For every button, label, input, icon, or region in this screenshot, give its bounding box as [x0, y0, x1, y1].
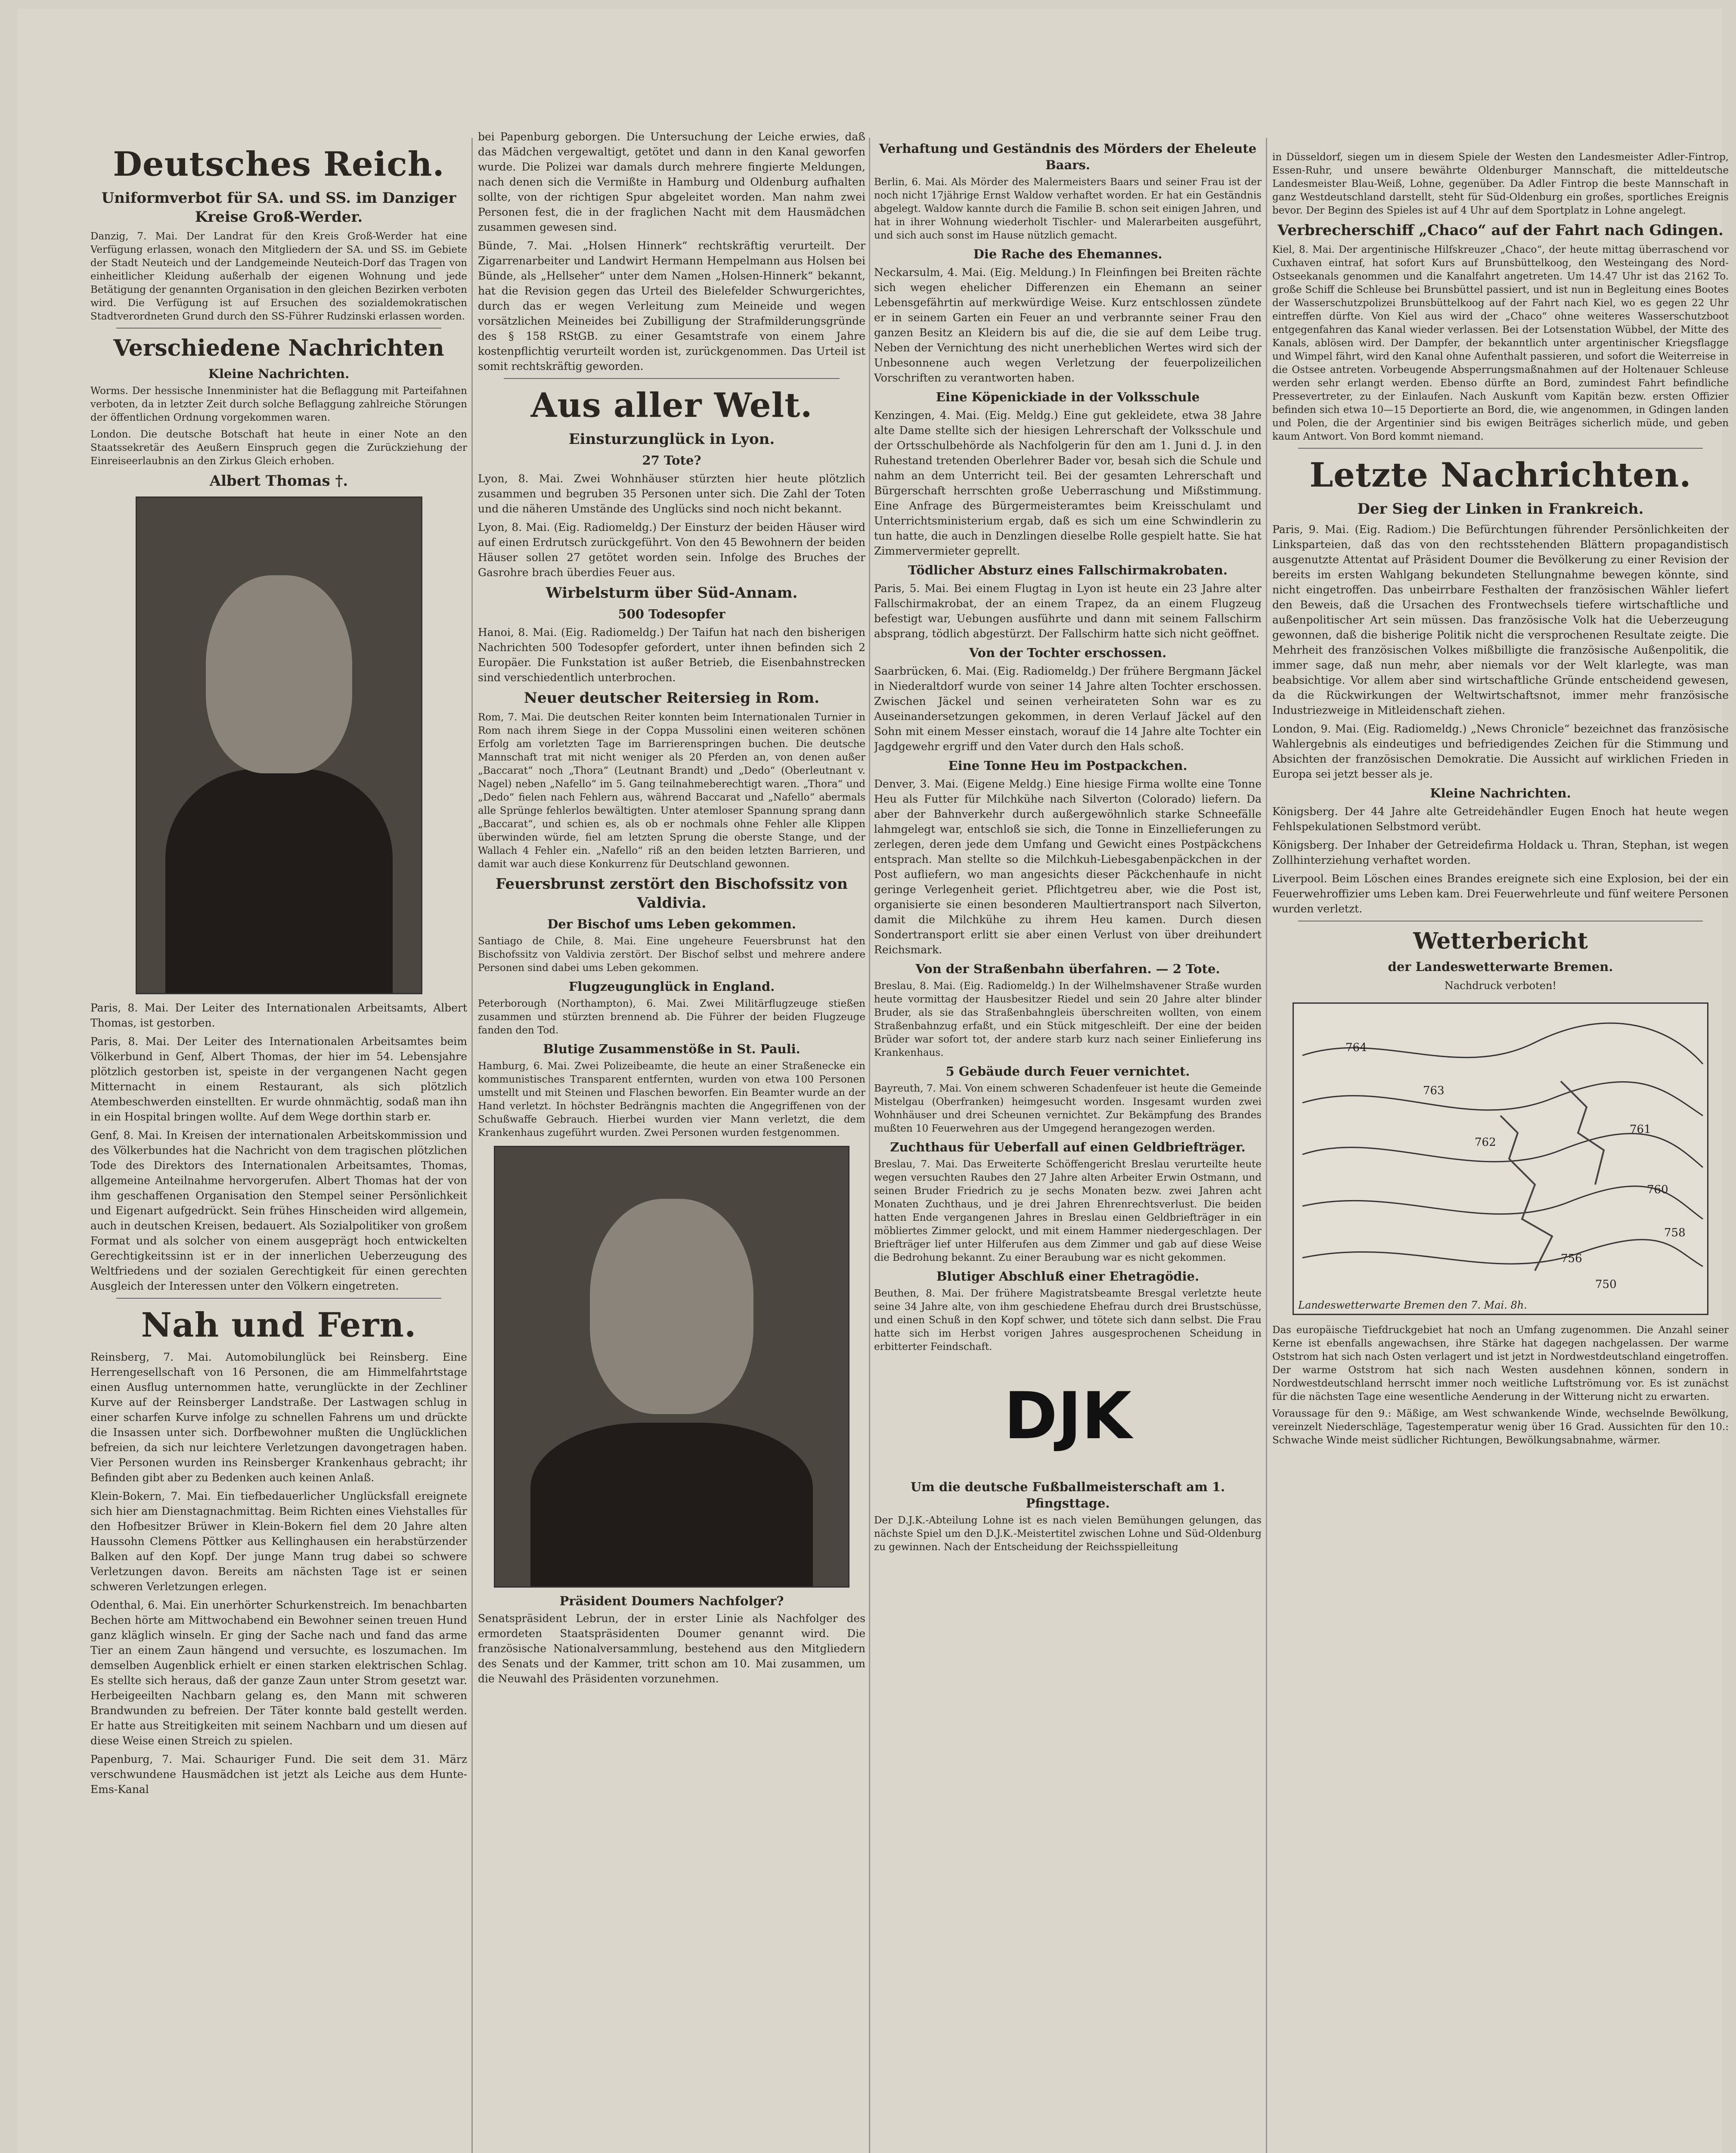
- article-headline: Eine Tonne Heu im Postpackchen.: [948, 758, 1187, 773]
- article-text: Paris, 9. Mai. (Eig. Radiom.) Die Befürchtungen führender Persönlichkeiten der Linksparteien, daß das von den rechtsstehenden Blättern propagandistisch ausgenutzte Attentat auf Präsident Doumer die Bevölkerung zu einer Revision der bereits im ersten Wahlgang bekundeten Stellungnahme bewegen könnte, sind nicht eingetroffen. Das unbeirrbare Festhalten der französischen Wähler liefert den Beweis, daß die Ursachen des Frontwechsels tiefere wirtschaftliche und außenpolitischer Art sein müssen. Das französische Volk hat die Ueberzeugung gewonnen, daß die bisherige Politik nicht die versprochenen Resultate zeigte. Die Mehrheit des französischen Volkes mißbilligte die französische Außenpolitik, die immer sage, daß nun mehr, aber niemals vor der Welt klarlegte, was man beabsichtige. Vor allem aber sind wirtschaftliche Gründe entscheidend gewesen, da die Rückwirkungen der Weltwirtschaftsnot, immer mehr französische Industriezweige in Mitleidenschaft ziehen.: [1272, 523, 1729, 717]
- article-text: Lyon, 8. Mai. Zwei Wohnhäuser stürzten hier heute plötzlich zusammen und begruben 35 Personen unter sich. Die Zahl der Toten und die näheren Umstände des Unglücks sind noch nicht bekannt.: [478, 472, 865, 515]
- isobar-line: [1302, 1240, 1703, 1266]
- article-text: Genf, 8. Mai. In Kreisen der internationalen Arbeitskommission und des Völkerbundes hat die Nachricht von dem tragischen plötzlichen Tode des Direktors des Internationalen Arbeitsamtes, Thomas, allgemeine Anteilnahme hervorgerufen. Albert Thomas hat der von ihm geschaffenen Organisation den Stempel seiner Persönlichkeit und Eigenart aufgedrückt. Sein frühes Hinscheiden wird allgemein, auch in deutschen Kreisen, bedauert. Als Sozialpolitiker von großem Format und als solcher von einem ausgeprägt hoch entwickelten Gerechtigkeitssinn ist er in der innerlichen Ueberzeugung des Weltfriedens und der sozialen Gerechtigkeit für einen gerechten Ausgleich der Interessen unter den Völkern eingetreten.: [90, 1129, 467, 1292]
- article-headline: Feuersbrunst zerstört den Bischofssitz von Valdivia.: [496, 875, 848, 912]
- article-text: in Düsseldorf, siegen um in diesem Spiele der Westen den Landesmeister Adler-Fintrop, Essen-Ruhr, und unsere bewährte Oldenburger Mannschaft, die mitteldeutsche Landesmeister Blau-Weiß, Lohne, gegenüber. Da Adler Fintrop die beste Mannschaft in ganz Westdeutschland darstellt, steht für Süd-Oldenburg ein großes, sportliches Ereignis bevor. Der Beginn des Spieles ist auf 4 Uhr auf dem Sportplatz in Lohne angelegt.: [1272, 152, 1729, 216]
- column-rule: [1266, 138, 1267, 2153]
- article-subheadline: 27 Tote?: [642, 453, 701, 468]
- article-headline: Einsturzunglück in Lyon.: [568, 431, 775, 448]
- article-text: Berlin, 6. Mai. Als Mörder des Malermeisters Baars und seiner Frau ist der noch nicht 17jährige Ernst Waldow verhaftet worden. Er hat ein Geständnis abgelegt. Waldow kannte durch die Familie B. schon seit einigen Jahren, und hat in ihrer Wohnung wiederholt Tischler- und Malerarbeiten ausgeführt, und sich auch sonst im Hause nützlich gemacht.: [874, 177, 1262, 241]
- article-headline: Flugzeugunglück in England.: [568, 979, 775, 994]
- article-text: Königsberg. Der 44 Jahre alte Getreidehändler Eugen Enoch hat heute wegen Fehlspekulationen Selbstmord verübt.: [1272, 805, 1729, 833]
- column-1: [90, 138, 467, 1800]
- isobar-line: [1302, 1186, 1703, 1219]
- column-rule: [471, 138, 473, 2153]
- article-headline: Kleine Nachrichten.: [208, 366, 350, 381]
- article-text: Peterborough (Northampton), 6. Mai. Zwei Militärflugzeuge stießen zusammen und stürzten brennend ab. Die Führer der beiden Flugzeuge fanden den Tod.: [478, 998, 865, 1036]
- weather-note: Nachdruck verboten!: [1444, 980, 1557, 992]
- portrait-photo-lebrun: [494, 1146, 849, 1588]
- section-heading-reich: Deutsches Reich.: [113, 145, 445, 184]
- isobar-label: 756: [1561, 1252, 1582, 1265]
- divider: [116, 328, 441, 329]
- section-heading-nah-fern: Nah und Fern.: [141, 1306, 417, 1345]
- article-headline: Wirbelsturm über Süd-Annam.: [546, 584, 798, 602]
- article-text: Danzig, 7. Mai. Der Landrat für den Kreis Groß-Werder hat eine Verfügung erlassen, wonach den Mitgliedern der SA. und SS. im Gebiete der Stadt Neuteich und der Landgemeinde Neuteich-Dorf das Tragen von einheitlicher Kleidung außerhalb der eigenen Wohnung und jede Betätigung der genannten Organisation in den gleichen Bezirken verboten wird. Die Verfügung ist auf Ersuchen des sozialdemokratischen Stadtverordneten Grund durch den SS-Führer Rudzinski erlassen worden.: [90, 231, 467, 322]
- article-headline: Verbrecherschiff „Chaco“ auf der Fahrt nach Gdingen.: [1277, 222, 1724, 239]
- column-rule: [869, 138, 870, 2153]
- article-text: Hanoi, 8. Mai. (Eig. Radiomeldg.) Der Taifun hat nach den bisherigen Nachrichten 500 Todesopfer gefordert, unter ihnen befinden sich 2 Europäer. Die Funkstation ist außer Betrieb, die Eisenbahnstrecken sind verschiedentlich unterbrochen.: [478, 626, 865, 684]
- isobar-label: 762: [1475, 1136, 1496, 1149]
- isobar-label: 764: [1345, 1041, 1367, 1054]
- article-text: Bayreuth, 7. Mai. Von einem schweren Schadenfeuer ist heute die Gemeinde Mistelgau (Oberfranken) heimgesucht worden. Insgesamt wurden zwei Wohnhäuser und drei Scheunen vernichtet. Zur Bekämpfung des Brandes mußten 10 Feuerwehren aus der Umgegend herangezogen werden.: [874, 1083, 1262, 1134]
- article-text: London, 9. Mai. (Eig. Radiomeldg.) „News Chronicle“ bezeichnet das französische Wahlergebnis als eindeutiges und befriedigendes Zeichen für die Stimmung und Absichten der französischen Demokratie. Die Aussicht auf wirklichen Frieden in Europa sei jetzt besser als je.: [1272, 723, 1729, 780]
- newspaper-page: [17, 9, 1729, 2153]
- portrait-photo-thomas: [136, 496, 422, 994]
- article-text: Neckarsulm, 4. Mai. (Eig. Meldung.) In Fleinfingen bei Breiten rächte sich wegen ehelicher Differenzen ein Ehemann an seiner Lebensgefährtin auf merkwürdige Weise. Kurz entschlossen zündete er in seinem Garten ein Feuer an und verbrannte seiner Frau den ganzen Besitz an Kleidern bis auf die, die sie auf dem Leibe trug. Neben der Vernichtung des nicht unerheblichen Wertes wird sich der Unbesonnene auch wegen Verletzung der feuerpolizeilichen Vorschriften zu verantworten haben.: [874, 266, 1262, 384]
- column-3: [874, 138, 1262, 1557]
- article-headline: Der Sieg der Linken in Frankreich.: [1357, 500, 1644, 518]
- article-text: London. Die deutsche Botschaft hat heute in einer Note an den Staatssekretär des Aeußern Einspruch gegen die Zurückziehung der Einreiseerlaubnis an den Zirkus Gleich erhoben.: [90, 429, 467, 467]
- article-headline: Kleine Nachrichten.: [1430, 786, 1571, 800]
- article-text: Worms. Der hessische Innenminister hat die Beflaggung mit Parteifahnen verboten, da in letzter Zeit durch solche Beflaggung zahlreiche Störungen der öffentlichen Ordnung vorgekommen waren.: [90, 385, 467, 423]
- divider: [116, 1298, 441, 1299]
- weather-map-drawing: [1294, 1004, 1707, 1314]
- isobar-line: [1302, 1133, 1703, 1167]
- isobar-line: [1302, 1082, 1703, 1116]
- article-headline: Uniformverbot für SA. und SS. im Danziger Kreise Groß-Werder.: [101, 189, 456, 226]
- column-4: [1272, 151, 1729, 1451]
- article-text: Paris, 5. Mai. Bei einem Flugtag in Lyon ist heute ein 23 Jahre alter Fallschirmakrobat, der an einem Trapez, da an einem Flugzeug befestigt war, Uebungen ausführte und dann mit seinem Fallschirm absprang, tödlich abgestürzt. Der Fallschirm hatte sich nicht geöffnet.: [874, 582, 1262, 640]
- article-headline: 5 Gebäude durch Feuer vernichtet.: [946, 1064, 1190, 1079]
- section-heading-letzte-nachrichten: Letzte Nachrichten.: [1309, 456, 1692, 495]
- article-text: Voraussage für den 9.: Mäßige, am West schwankende Winde, wechselnde Bewölkung, vereinzelt Niederschläge, Tagestemperatur wenig über 16 Grad. Aussichten für den 10.: Schwache Winde meist südlicher Richtungen, Bewölkungsabnahme, wärmer.: [1272, 1408, 1729, 1446]
- divider: [1298, 448, 1703, 449]
- article-text: Liverpool. Beim Löschen eines Brandes ereignete sich eine Explosion, bei der ein Feuerwehroffizier ums Leben kam. Drei Feuerwehrleute und fünf weitere Personen wurden verletzt.: [1272, 872, 1729, 915]
- article-headline: Zuchthaus für Ueberfall auf einen Geldbriefträger.: [890, 1140, 1246, 1154]
- article-text: Königsberg. Der Inhaber der Getreidefirma Holdack u. Thran, Stephan, ist wegen Zollhinterziehung verhaftet worden.: [1272, 839, 1729, 866]
- article-headline: Tödlicher Absturz eines Fallschirmakrobaten.: [908, 563, 1228, 577]
- photo-caption: Präsident Doumers Nachfolger?: [559, 1594, 784, 1608]
- article-text: Rom, 7. Mai. Die deutschen Reiter konnten beim Internationalen Turnier in Rom nach ihrem Siege in der Coppa Mussolini einen weiteren schönen Erfolg am vorletzten Tage im Barrierenspringen buchen. Die deutsche Mannschaft trat mit nicht weniger als 20 Pferden an, von denen außer „Baccarat“ noch „Thora“ (Leutnant Brandt) und „Dedo“ (Oberleutnant v. Nagel) neben „Nafello“ im 5. Gang teilnahmeberechtigt waren. „Thora“ und „Dedo“ fielen nach Fehlern aus, während Baccarat und „Nafello“ abermals alle Sprünge fehlerlos bewältigten. Unter atemloser Spannung sprang dann „Baccarat“, und schien es, als ob er nochmals ohne Fehler alle Klippen überwinden würde, fiel am letzten Sprung die oberste Stange, und der Wallach 4 Fehler ein. „Nafello“ riß an den beiden letzten Barrieren, und damit war auch diese Konkurrenz für Deutschland gewonnen.: [478, 712, 865, 870]
- article-text: Odenthal, 6. Mai. Ein unerhörter Schurkenstreich. Im benachbarten Bechen hörte am Mittwochabend ein Bewohner seinen treuen Hund ganz kläglich winseln. Er ging der Sache nach und fand das arme Tier an einem Zaun hängend und versuchte, es loszumachen. Im demselben Augenblick erhielt er einen starken elektrischen Schlag. Es stellte sich heraus, daß der ganze Zaun unter Strom gesetzt war. Herbeigeeilten Nachbarn gelang es, den Mann mit schweren Brandwunden zu befreien. Der Täter konnte bald gestellt werden. Er hatte aus Streitigkeiten mit seinem Nachbarn und um diesen auf diese Weise einen Streich zu spielen.: [90, 1599, 467, 1747]
- weather-heading: Wetterbericht: [1413, 928, 1588, 954]
- weather-subheading: der Landeswetterwarte Bremen.: [1388, 959, 1613, 974]
- article-text: Das europäische Tiefdruckgebiet hat noch an Umfang zugenommen. Die Anzahl seiner Kerne ist ebenfalls angewachsen, ihre Stärke hat dagegen nachgelassen. Der warme Oststrom hat sich nach Osten verlagert und ist jetzt in Nordwestdeutschland eingetroffen. Der warme Oststrom hat sich nach Westen ausdehnen können, sondern in Nordwestdeutschland herrscht immer noch weitliche Luftströmung vor. Es ist zunächst für die nächsten Tage eine wesentliche Aenderung in der Witterung nicht zu erwarten.: [1272, 1325, 1729, 1402]
- article-text: Lyon, 8. Mai. (Eig. Radiomeldg.) Der Einsturz der beiden Häuser wird auf einen Erdrutsch zurückgeführt. Von den 45 Bewohnern der beiden Häuser sollen 27 getötet worden sein. Infolge des Bruches der Gasrohre brach überdies Feuer aus.: [478, 521, 865, 579]
- weather-map-label: Landeswetterwarte Bremen den 7. Mai. 8h.: [1298, 1299, 1527, 1311]
- article-text: bei Papenburg geborgen. Die Untersuchung der Leiche erwies, daß das Mädchen vergewaltigt, getötet und dann in den Kanal geworfen wurde. Die Polizei war damals durch mehrere fingierte Meldungen, nach denen sich die Vermißte in Hamburg und Oldenburg aufhalten sollte, von der richtigen Spur abgeleitet worden. Man nahm zwei Personen fest, die in der fraglichen Nacht mit dem Hausmädchen zusammen gewesen sind.: [478, 130, 865, 233]
- article-subheadline: Der Bischof ums Leben gekommen.: [547, 917, 796, 931]
- article-headline: Von der Straßenbahn überfahren. — 2 Tote.: [915, 962, 1220, 976]
- article-text: Der D.J.K.-Abteilung Lohne ist es nach vielen Bemühungen gelungen, das nächste Spiel um den D.J.K.-Meistertitel zwischen Lohne und Süd-Oldenburg zu gewinnen. Nach der Entscheidung der Reichsspielleitung: [874, 1515, 1262, 1553]
- article-text: Denver, 3. Mai. (Eigene Meldg.) Eine hiesige Firma wollte eine Tonne Heu als Futter für Milchkühe nach Silverton (Colorado) liefern. Da aber der Bahnverkehr durch außergewöhnlich starke Schneefälle lahmgelegt war, entschloß sie sich, die Tonne in Einzellieferungen zu zerlegen, deren jede dem Umfang und Gewicht eines Postpäckchens entsprach. Man stellte so die Milchkuh-Liebesgabenpäckchen in der Post aufliefern, wo man angesichts dieser Päckchenhaufe in nicht geringe Verlegenheit geriet. Pflichtgetreu aber, wie die Post ist, organisierte sie einen besonderen Maultiertransport nach Silverton, damit die Milchkühe zu ihrem Heu kamen. Durch diesen Sondertransport erlitt sie aber einen Verlust von über dreihundert Reichsmark.: [874, 778, 1262, 956]
- article-text: Santiago de Chile, 8. Mai. Eine ungeheure Feuersbrunst hat den Bischofssitz von Valdivia zerstört. Der Bischof selbst und mehrere andere Personen sind dabei ums Leben gekommen.: [478, 936, 865, 974]
- article-headline: Blutiger Abschluß einer Ehetragödie.: [936, 1269, 1200, 1284]
- isobar-label: 763: [1423, 1084, 1445, 1097]
- article-text: Senatspräsident Lebrun, der in erster Linie als Nachfolger des ermordeten Staatspräsidenten Doumer genannt wird. Die französische Nationalversammlung, bestehend aus den Mitgliedern des Senats und der Kammer, tritt schon am 10. Mai zusammen, um die Neuwahl des Präsidenten vorzunehmen.: [478, 1612, 865, 1685]
- article-text: Hamburg, 6. Mai. Zwei Polizeibeamte, die heute an einer Straßenecke ein kommunistisches Transparent entfernten, wurden von etwa 100 Personen umstellt und mit Steinen und Flaschen beworfen. Ein Beamter wurde an der Hand verletzt. In höchster Bedrängnis machten die Angegriffenen von der Schußwaffe Gebrauch. Hierbei wurden vier Mann verletzt, die dem Krankenhaus zugeführt wurden. Zwei Personen wurden festgenommen.: [478, 1061, 865, 1139]
- article-headline: Von der Tochter erschossen.: [969, 645, 1167, 660]
- isobar-label: 761: [1630, 1123, 1651, 1136]
- divider: [504, 378, 840, 379]
- article-headline: Verhaftung und Geständnis des Mörders der Eheleute Baars.: [879, 141, 1257, 172]
- isobar-label: 758: [1664, 1226, 1686, 1239]
- article-text: Saarbrücken, 6. Mai. (Eig. Radiomeldg.) Der frühere Bergmann Jäckel in Niederaltdorf wurde von seiner 14 Jahre alten Tochter erschossen. Zwischen Jäckel und seinen verheirateten Sohn war es zu Auseinandersetzungen gekommen, in deren Verlauf Jäckel auf den Sohn mit einem Messer einstach, worauf die 14 Jahre alte Tochter ein Jagdgewehr ergriff und den Vater durch den Hals schoß.: [874, 665, 1262, 753]
- article-text: Paris, 8. Mai. Der Leiter des Internationalen Arbeitsamts, Albert Thomas, ist gestorben.: [90, 1002, 467, 1029]
- coastline: [1561, 1081, 1604, 1185]
- article-subheadline: 500 Todesopfer: [618, 607, 725, 621]
- article-headline: Blutige Zusammenstöße in St. Pauli.: [543, 1042, 800, 1056]
- article-headline: Eine Köpenickiade in der Volksschule: [936, 390, 1200, 404]
- section-heading-aus-aller-welt: Aus aller Welt.: [530, 386, 813, 425]
- column-2: [478, 129, 865, 1690]
- article-text: Papenburg, 7. Mai. Schauriger Fund. Die seit dem 31. März verschwundene Hausmädchen ist jetzt als Leiche aus dem Hunte-Ems-Kanal: [90, 1753, 467, 1796]
- article-headline-thomas: Albert Thomas †.: [209, 472, 348, 490]
- djk-logo: DJK: [1004, 1379, 1132, 1454]
- section-heading-verschiedene: Verschiedene Nachrichten: [113, 335, 444, 361]
- photo-caption: Um die deutsche Fußballmeisterschaft am 1. Pfingsttage.: [910, 1480, 1225, 1511]
- article-text: Breslau, 8. Mai. (Eig. Radiomeldg.) In der Wilhelmshavener Straße wurden heute vormittag der Hausbesitzer Riedel und sein 20 Jahre alter blinder Bruder, als sie das Straßenbahngleis überschreiten wollten, von einem Straßenbahnzug erfaßt, und ein Stück mitgeschleift. Der eine der beiden Brüder war sofort tot, der andere starb kurz nach seiner Einlieferung ins Krankenhaus.: [874, 980, 1262, 1058]
- article-text: Bünde, 7. Mai. „Holsen Hinnerk“ rechtskräftig verurteilt. Der Zigarrenarbeiter und Landwirt Hermann Hempelmann aus Holsen bei Bünde, als „Hellseher“ unter dem Namen „Holsen-Hinnerk“ bekannt, hat die Revision gegen das Urteil des Bielefelder Schwurgerichtes, durch das er wegen Verleitung zum Meineide und wegen vorsätzlichen Meineides bei Zubilligung der Strafmilderungsgründe des § 158 RStGB. zu einer Gesamtstrafe von einem Jahre kostenpflichtig verurteilt worden ist, zurückgenommen. Das Urteil ist somit rechtskräftig geworden.: [478, 239, 865, 372]
- article-headline: Neuer deutscher Reitersieg in Rom.: [524, 689, 820, 707]
- article-text: Breslau, 7. Mai. Das Erweiterte Schöffengericht Breslau verurteilte heute wegen versuchten Raubes den 27 Jahre alten Arbeiter Erwin Ostmann, und seinen Bruder Friedrich zu je sechs Monaten bezw. zwei Jahren acht Monaten Zuchthaus, und je drei Jahren Ehrenrechtsverlust. Die beiden hatten Ende vergangenen Jahres in Breslau einen Geldbriefträger in ein möbliertes Zimmer gelockt, und mit einem Hammer niedergeschlagen. Der Briefträger lief unter Hilferufen aus dem Zimmer und gab auf diese Weise die Bedrohung bekannt. Zu einer Beraubung war es nicht gekommen.: [874, 1159, 1262, 1263]
- article-text: Kenzingen, 4. Mai. (Eig. Meldg.) Eine gut gekleidete, etwa 38 Jahre alte Dame stellte sich der hiesigen Lehrerschaft der Volksschule und der Ortsschulbehörde als Nachfolgerin für den am 1. Juni d. J. in den Ruhestand tretenden Oberlehrer Bader vor, besah sich die Schule und nahm an dem Unterricht teil. Bei der gesamten Lehrerschaft und Bürgerschaft herrschten große Ueberraschung und Mißstimmung. Eine Anfrage des Bürgermeisteramtes beim Kreisschulamt und Unterrichtsministerium ergab, daß es sich um eine Schwindlerin zu tun hatte, die auch in Denzlingen dieselbe Rolle gespielt hatte. Sie hat Zimmervermieter geprellt.: [874, 409, 1262, 557]
- article-text: Klein-Bokern, 7. Mai. Ein tiefbedauerlicher Unglücksfall ereignete sich hier am Dienstagnachmittag. Beim Richten eines Viehstalles für den Hofbesitzer Brüwer in Klein-Bokern fiel dem 20 Jahre alten Haussohn Clemens Pöttker aus Kellinghausen ein herabstürzender Balken auf den Kopf. Der junge Mann trug dabei so schwere Verletzungen davon. Bereits am nächsten Tage ist er seinen schweren Verletzungen erlegen.: [90, 1490, 467, 1593]
- isobar-label: 760: [1647, 1183, 1668, 1196]
- article-headline: Die Rache des Ehemannes.: [973, 247, 1162, 261]
- article-text: Kiel, 8. Mai. Der argentinische Hilfskreuzer „Chaco“, der heute mittag überraschend vor Cuxhaven eintraf, hat sofort Kurs auf Brunsbüttelkoog, den Westeingang des Nord-Ostseekanals genommen und die Kanalfahrt angetreten. Um 14.47 Uhr ist das 2162 To. große Schiff die Schleuse bei Brunsbüttel passiert, und ist nun in Begleitung eines Bootes der Wasserschutzpolizei Brunsbüttelkoog auf der Fahrt nach Kiel, wo es gegen 22 Uhr eintreffen dürfte. Von Kiel aus wird der „Chaco“ ohne weiteres Wasserschutzboot entgegenfahren das Kanal wieder verlassen. Bei der Lotsenstation Wübbel, der Mitte des Kanals, ablösen wird. Der Dampfer, der bekanntlich unter argentinischer Kriegsflagge und Wimpel fährt, wird den Kanal ohne Aufenthalt passieren, und sofort die Weiterreise in die Ostsee antreten. Vorbeugende Absperrungsmaßnahmen auf der Holtenauer Schleuse werden sehr erlangt werden. Ebenso dürfte an Bord, zumindest Fahrt befindliche Pressevertreter, zu der Einlaufen. Nach Auskunft vom Kapitän bezw. ersten Offizier befinden sich etwa 10—15 Deportierte an Bord, die, wie angenommen, in Gdingen landen und Polen, die der Argentinier sind bis ewigen Beiträges sicherlich müde, und geben kaum Antwort. Von Bord kommt niemand.: [1272, 244, 1729, 442]
- isobar-label: 750: [1595, 1278, 1617, 1291]
- article-text: Paris, 8. Mai. Der Leiter des Internationalen Arbeitsamtes beim Völkerbund in Genf, Albert Thomas, der hier im 54. Lebensjahre plötzlich gestorben ist, speiste in der vergangenen Nacht gegen Mitternacht in einem Restaurant, als sich plötzlich Atembeschwerden einstellten. Er wurde ohnmächtig, sodaß man ihn in ein Hospital bringen wollte. Auf dem Wege dorthin starb er.: [90, 1035, 467, 1123]
- coastline: [1500, 1116, 1552, 1271]
- article-text: Reinsberg, 7. Mai. Automobilunglück bei Reinsberg. Eine Herrengesellschaft von 16 Personen, die am Himmelfahrtstage einen Ausflug unternommen hatte, verunglückte in der Zechliner Kurve auf der Reinsberger Landstraße. Der Lastwagen schlug in einer scharfen Kurve infolge zu schnellen Fahrens um und drückte die Insassen unter sich. Dorfbewohner mußten die Unglücklichen befreien, da sich nur leichtere Verletzungen davongetragen haben. Vier Personen wurden ins Reinsberger Krankenhaus gebracht; ihr Befinden gibt aber zu Bedenken auch keinen Anlaß.: [90, 1351, 467, 1484]
- article-text: Beuthen, 8. Mai. Der frühere Magistratsbeamte Bresgal verletzte heute seine 34 Jahre alte, von ihm geschiedene Ehefrau durch drei Brustschüsse, und einen Schuß in den Kopf schwer, und tötete sich dann selbst. Die Frau hatte sich im Herbst vorigen Jahres ausgesprochenen Scheidung in erbitterter Feindschaft.: [874, 1288, 1262, 1353]
- weather-map: [1293, 1002, 1708, 1315]
